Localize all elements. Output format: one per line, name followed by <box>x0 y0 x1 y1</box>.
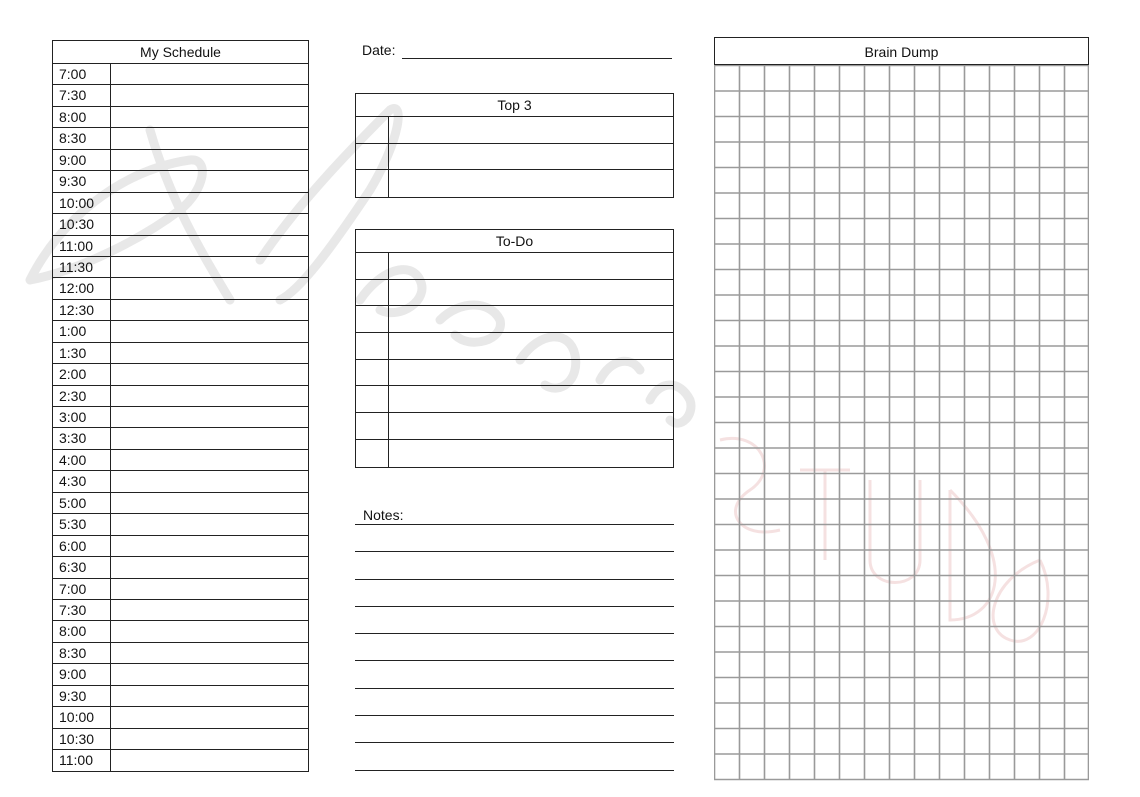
schedule-row <box>53 214 308 235</box>
date-underline <box>402 58 672 59</box>
schedule-row <box>53 321 308 342</box>
schedule-time-label: 8:00 <box>53 621 111 641</box>
schedule-row <box>53 278 308 299</box>
schedule-slot[interactable] <box>111 128 308 148</box>
schedule-time-label: 9:30 <box>53 686 111 706</box>
todo-entry[interactable] <box>389 360 673 386</box>
notes-line[interactable] <box>355 688 674 715</box>
schedule-row <box>53 729 308 750</box>
todo-entry[interactable] <box>389 386 673 412</box>
todo-entry[interactable] <box>389 333 673 359</box>
schedule-row <box>53 150 308 171</box>
schedule-row <box>53 536 308 557</box>
notes-line[interactable] <box>355 715 674 742</box>
schedule-time-label: 11:00 <box>53 236 111 256</box>
todo-row <box>356 413 673 440</box>
notes-line[interactable] <box>355 606 674 633</box>
schedule-row <box>53 128 308 149</box>
top3-row <box>356 170 673 197</box>
schedule-slot[interactable] <box>111 621 308 641</box>
schedule-slot[interactable] <box>111 707 308 727</box>
schedule-slot[interactable] <box>111 643 308 663</box>
schedule-slot[interactable] <box>111 343 308 363</box>
schedule-slot[interactable] <box>111 64 308 84</box>
schedule-time-label: 7:00 <box>53 579 111 599</box>
schedule-time-label: 8:30 <box>53 128 111 148</box>
notes-lines <box>355 524 674 797</box>
schedule-row <box>53 450 308 471</box>
todo-checkbox[interactable] <box>356 360 389 386</box>
schedule-time-label: 7:30 <box>53 85 111 105</box>
schedule-time-label: 7:30 <box>53 600 111 620</box>
schedule-row <box>53 493 308 514</box>
top3-entry[interactable] <box>389 117 673 143</box>
schedule-rows <box>53 64 308 771</box>
schedule-slot[interactable] <box>111 386 308 406</box>
todo-checkbox[interactable] <box>356 253 389 279</box>
todo-row <box>356 440 673 467</box>
schedule-slot[interactable] <box>111 514 308 534</box>
schedule-row <box>53 85 308 106</box>
schedule-slot[interactable] <box>111 171 308 191</box>
schedule-row <box>53 236 308 257</box>
notes-line[interactable] <box>355 633 674 660</box>
notes-section <box>355 506 674 797</box>
schedule-row <box>53 750 308 771</box>
schedule-table <box>52 40 309 772</box>
schedule-slot[interactable] <box>111 536 308 556</box>
schedule-row <box>53 407 308 428</box>
brain-dump-grid[interactable] <box>714 65 1089 783</box>
schedule-time-label: 6:00 <box>53 536 111 556</box>
schedule-row <box>53 257 308 278</box>
todo-row <box>356 280 673 307</box>
todo-entry[interactable] <box>389 306 673 332</box>
schedule-time-label: 5:30 <box>53 514 111 534</box>
notes-label: Notes: <box>363 507 404 523</box>
brain-dump-title: Brain Dump <box>714 37 1089 65</box>
schedule-time-label: 6:30 <box>53 557 111 577</box>
schedule-row <box>53 664 308 685</box>
todo-checkbox[interactable] <box>356 280 389 306</box>
schedule-row <box>53 514 308 535</box>
schedule-row <box>53 600 308 621</box>
todo-row <box>356 253 673 280</box>
todo-rows <box>356 253 673 467</box>
schedule-time-label: 3:00 <box>53 407 111 427</box>
schedule-time-label: 9:30 <box>53 171 111 191</box>
schedule-slot[interactable] <box>111 321 308 341</box>
notes-line[interactable] <box>355 660 674 687</box>
todo-checkbox[interactable] <box>356 413 389 439</box>
schedule-time-label: 9:00 <box>53 150 111 170</box>
schedule-slot[interactable] <box>111 278 308 298</box>
schedule-slot[interactable] <box>111 600 308 620</box>
schedule-slot[interactable] <box>111 579 308 599</box>
todo-table <box>355 229 674 468</box>
todo-entry[interactable] <box>389 280 673 306</box>
schedule-slot[interactable] <box>111 729 308 749</box>
schedule-slot[interactable] <box>111 428 308 448</box>
schedule-slot[interactable] <box>111 364 308 384</box>
top3-table <box>355 93 674 198</box>
top3-checkbox[interactable] <box>356 170 389 197</box>
top3-entry[interactable] <box>389 144 673 170</box>
date-label: Date: <box>362 42 396 58</box>
schedule-row <box>53 300 308 321</box>
todo-checkbox[interactable] <box>356 333 389 359</box>
schedule-row <box>53 707 308 728</box>
top3-checkbox[interactable] <box>356 117 389 143</box>
schedule-slot[interactable] <box>111 664 308 684</box>
schedule-time-label: 3:30 <box>53 428 111 448</box>
schedule-row <box>53 364 308 385</box>
schedule-row <box>53 621 308 642</box>
todo-entry[interactable] <box>389 253 673 279</box>
schedule-slot[interactable] <box>111 107 308 127</box>
top3-row <box>356 144 673 171</box>
schedule-time-label: 10:30 <box>53 214 111 234</box>
schedule-row <box>53 64 308 85</box>
schedule-slot[interactable] <box>111 150 308 170</box>
notes-line[interactable] <box>355 579 674 606</box>
todo-checkbox[interactable] <box>356 440 389 467</box>
schedule-row <box>53 386 308 407</box>
notes-line[interactable] <box>355 551 674 578</box>
schedule-row <box>53 579 308 600</box>
schedule-row <box>53 471 308 492</box>
schedule-row <box>53 171 308 192</box>
schedule-slot[interactable] <box>111 557 308 577</box>
schedule-time-label: 4:00 <box>53 450 111 470</box>
schedule-time-label: 8:00 <box>53 107 111 127</box>
schedule-row <box>53 428 308 449</box>
todo-title: To-Do <box>356 230 673 253</box>
todo-checkbox[interactable] <box>356 306 389 332</box>
schedule-slot[interactable] <box>111 85 308 105</box>
schedule-time-label: 12:00 <box>53 278 111 298</box>
schedule-time-label: 10:00 <box>53 193 111 213</box>
schedule-slot[interactable] <box>111 214 308 234</box>
top3-title: Top 3 <box>356 94 673 117</box>
schedule-time-label: 9:00 <box>53 664 111 684</box>
top3-row <box>356 117 673 144</box>
date-field[interactable] <box>362 40 672 60</box>
todo-row <box>356 333 673 360</box>
schedule-time-label: 11:00 <box>53 750 111 771</box>
schedule-slot[interactable] <box>111 686 308 706</box>
schedule-slot[interactable] <box>111 300 308 320</box>
schedule-time-label: 11:30 <box>53 257 111 277</box>
schedule-row <box>53 107 308 128</box>
top3-entry[interactable] <box>389 170 673 197</box>
schedule-row <box>53 686 308 707</box>
schedule-slot[interactable] <box>111 257 308 277</box>
schedule-time-label: 10:00 <box>53 707 111 727</box>
schedule-row <box>53 643 308 664</box>
notes-line[interactable] <box>355 524 674 551</box>
schedule-slot[interactable] <box>111 471 308 491</box>
todo-row <box>356 360 673 387</box>
schedule-row <box>53 343 308 364</box>
schedule-time-label: 12:30 <box>53 300 111 320</box>
schedule-time-label: 2:00 <box>53 364 111 384</box>
todo-entry[interactable] <box>389 413 673 439</box>
schedule-title: My Schedule <box>53 41 308 64</box>
brain-dump <box>714 37 1089 783</box>
todo-entry[interactable] <box>389 440 673 467</box>
schedule-time-label: 8:30 <box>53 643 111 663</box>
schedule-slot[interactable] <box>111 407 308 427</box>
schedule-time-label: 10:30 <box>53 729 111 749</box>
schedule-time-label: 2:30 <box>53 386 111 406</box>
schedule-slot[interactable] <box>111 450 308 470</box>
schedule-time-label: 7:00 <box>53 64 111 84</box>
notes-line[interactable] <box>355 742 674 769</box>
schedule-slot[interactable] <box>111 750 308 771</box>
schedule-slot[interactable] <box>111 193 308 213</box>
top3-checkbox[interactable] <box>356 144 389 170</box>
todo-row <box>356 386 673 413</box>
top3-rows <box>356 117 673 197</box>
schedule-slot[interactable] <box>111 236 308 256</box>
notes-line[interactable] <box>355 770 674 797</box>
schedule-time-label: 1:30 <box>53 343 111 363</box>
schedule-time-label: 4:30 <box>53 471 111 491</box>
schedule-slot[interactable] <box>111 493 308 513</box>
todo-row <box>356 306 673 333</box>
schedule-time-label: 1:00 <box>53 321 111 341</box>
schedule-row <box>53 193 308 214</box>
schedule-row <box>53 557 308 578</box>
schedule-time-label: 5:00 <box>53 493 111 513</box>
todo-checkbox[interactable] <box>356 386 389 412</box>
